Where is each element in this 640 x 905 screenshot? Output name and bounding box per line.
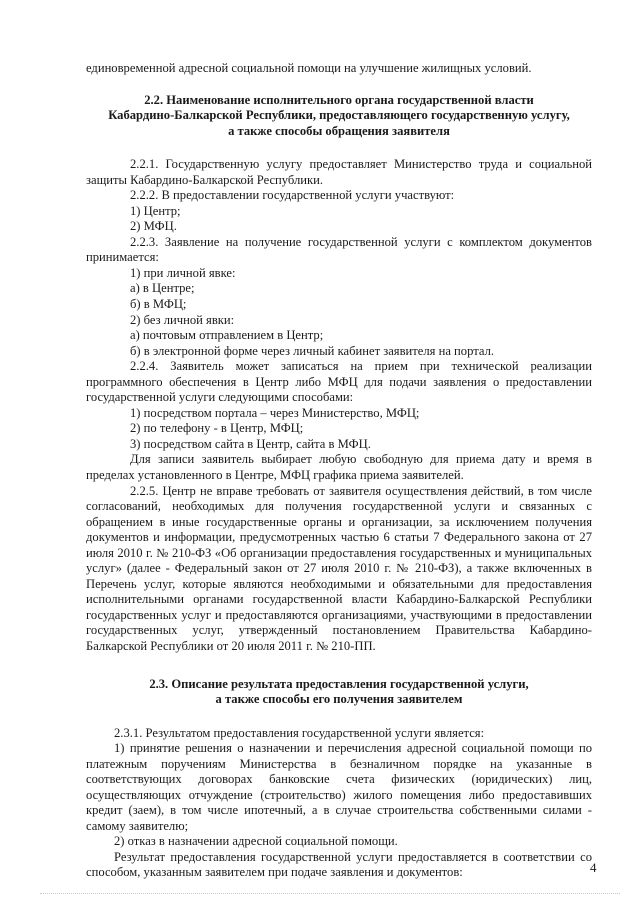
heading-line: а также способы обращения заявителя	[228, 123, 450, 138]
list-item: 2) отказ в назначении адресной социальной помощи.	[114, 834, 398, 849]
list-item: 1) Центр;	[130, 203, 181, 218]
heading-line: 2.3. Описание результата предоставления государственной услуги,	[149, 676, 529, 691]
heading-line: 2.2. Наименование исполнительного органа государственной власти	[144, 92, 534, 107]
section-2-3-body	[86, 726, 592, 881]
list-item: 1) при личной явке:	[130, 265, 236, 280]
list-item: а) почтовым отправлением в Центр;	[130, 328, 324, 343]
heading-line: Кабардино-Балкарской Республики, предоставляющего государственную услугу,	[108, 108, 570, 123]
paragraph: 2.2.1. Государственную услугу предоставляет Министерство труда и социальной защиты Кабардино-Балкарской Республики.	[86, 157, 592, 187]
list-item: б) в электронной форме через личный кабинет заявителя на портал.	[130, 343, 495, 358]
paragraph: 2.2.2. В предоставлении государственной услуги участвуют:	[130, 188, 455, 203]
scan-edge-line	[40, 893, 620, 895]
paragraph: Результат предоставления государственной услуги предоставляется в соответствии со способом, указанным заявителем при подаче заявления и документов:	[86, 849, 592, 880]
list-item: б) в МФЦ;	[130, 296, 187, 311]
list-item: а) в Центре;	[130, 281, 195, 296]
section-2-3-heading	[86, 677, 592, 708]
list-item: 3) посредством сайта в Центр, сайта в МФЦ.	[130, 436, 371, 451]
heading-line: а также способы его получения заявителем	[215, 692, 463, 707]
list-item: 2) по телефону - в Центр, МФЦ;	[130, 421, 304, 436]
document-page	[86, 61, 592, 881]
page-number: 4	[590, 860, 597, 875]
paragraph: 2.3.1. Результатом предоставления государственной услуги является:	[114, 725, 485, 740]
paragraph: 2.2.4. Заявитель может записаться на прием при технической реализации программного обеспечения в Центр либо МФЦ для подачи заявления о предоставлении государственной услуги следующими способами:	[86, 359, 592, 405]
section-2-2-body	[86, 157, 592, 655]
list-item: 2) без личной явки:	[130, 312, 235, 327]
paragraph: Для записи заявитель выбирает любую свободную для приема дату и время в пределах установленного в Центре, МФЦ графика приема заявителей.	[86, 452, 592, 482]
paragraph: 2.2.5. Центр не вправе требовать от заявителя осуществления действий, в том числе согласований, необходимых для получения государственной услуги и связанных с обращением в иные государственные органы и организации, за исключением получения документов и информации, предусмотренных частью 6 статьи 7 Федерального закона от 27 июля 2010 г. № 210-ФЗ «Об организации предоставления государственных и муниципальных услуг» (далее - Федеральный закон от 27 июля 2010 г. № 210-ФЗ), а также включенных в Перечень услуг, которые являются необходимыми и обязательными для предоставления исполнительными органами государственной власти Кабардино-Балкарской Республики государственных услуг и предоставляются организациями, участвующими в предоставлении государственных услуг, утвержденный постановлением Правительства Кабардино-Балкарской Республики от 20 июля 2011 г. № 210-ПП.	[86, 483, 592, 653]
intro-line: единовременной адресной социальной помощи на улучшение жилищных условий.	[86, 61, 532, 75]
section-2-2-heading	[86, 93, 592, 140]
list-item: 1) принятие решения о назначении и перечисления адресной социальной помощи по платежным поручениям Министерства в безналичном порядке на указанные в соответствующих договорах банковские счета физических (юридических) лиц, осуществляющих отчуждение (строительство) жилого помещения либо предоставивших кредит (заем), в том числе ипотечный, а в случае строительства собственными силами - самому заявителю;	[86, 741, 592, 833]
list-item: 1) посредством портала – через Министерство, МФЦ;	[130, 405, 420, 420]
paragraph: 2.2.3. Заявление на получение государственной услуги с комплектом документов принимается:	[86, 234, 592, 265]
list-item: 2) МФЦ.	[130, 219, 177, 234]
